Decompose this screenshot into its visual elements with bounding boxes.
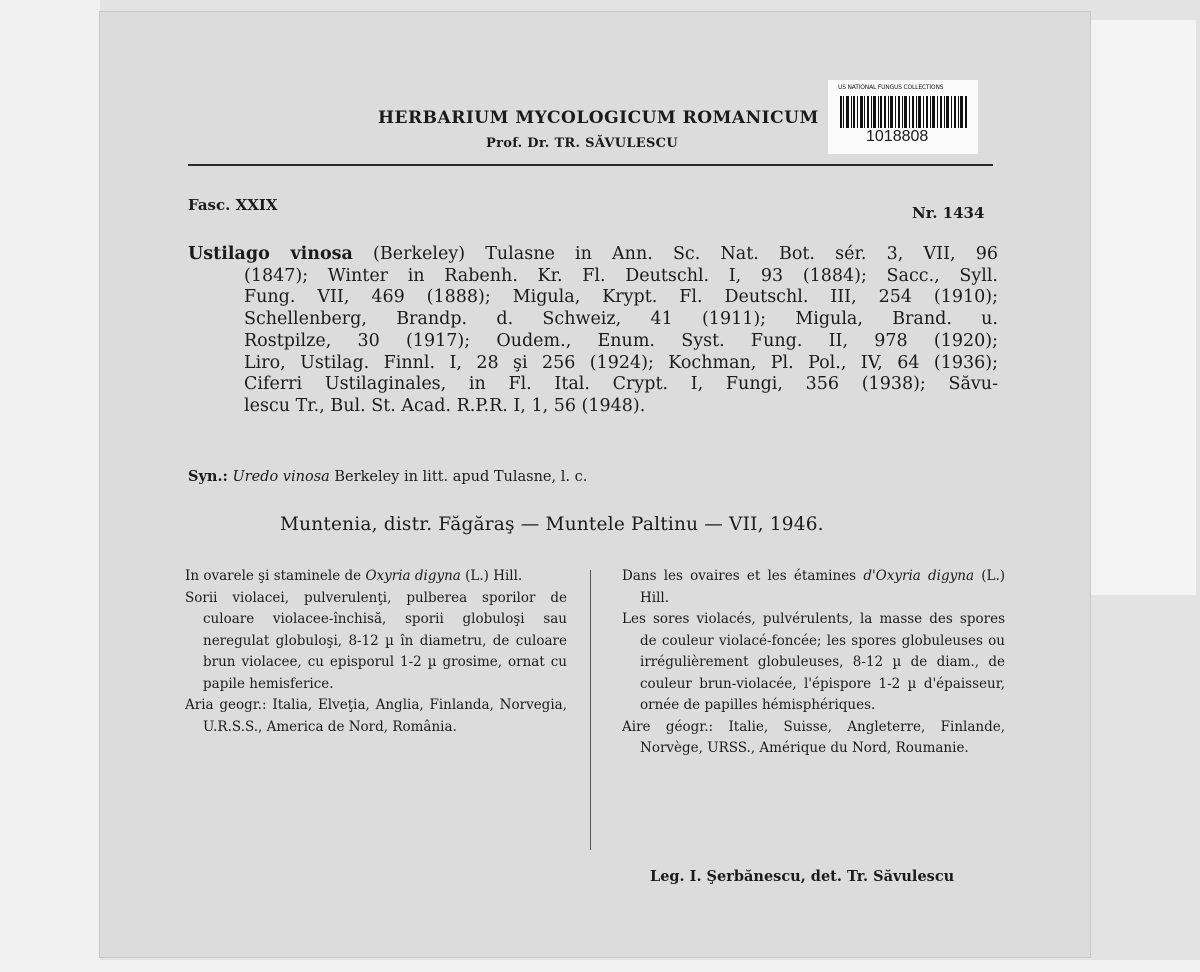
romanian-description	[185, 566, 567, 738]
morphology-french: Les sores violacés, pulvérulents, la masse des spores de couleur violacé-foncée; les spores globuleuses ou irrégulièrement globuleuses, 8-12 µ de diam., de couleur brun-violacée, l'épispore 1-2 µ d'épaisseur, ornée de papilles hémisphériques.	[622, 611, 1005, 713]
distribution-romanian: Aria geogr.: Italia, Elveţia, Anglia, Finlanda, Norvegia, U.R.S.S., America de Nord, România.	[185, 697, 567, 735]
collection-locality: Muntenia, distr. Făgăraş — Muntele Paltinu — VII, 1946.	[280, 514, 824, 535]
host-french: Dans les ovaires et les étamines d'Oxyria digyna (L.) Hill.	[622, 568, 1005, 606]
synonym-text: Berkeley in litt. apud Tulasne, l. c.	[329, 469, 588, 485]
barcode-icon	[840, 96, 968, 128]
citation-line: Rostpilze, 30 (1917); Oudem., Enum. Syst. Fung. II, 978 (1920);	[244, 330, 998, 351]
herbarium-director: Prof. Dr. TR. SĂVULESCU	[486, 136, 678, 151]
backing-sheet-bottom	[0, 960, 1200, 972]
citation-line: lescu Tr., Bul. St. Acad. R.P.R. I, 1, 56 (1948).	[244, 395, 646, 416]
synonym	[188, 468, 587, 485]
citation-line: Ustilago vinosa (Berkeley) Tulasne in Ann. Sc. Nat. Bot. sér. 3, VII, 96	[188, 244, 998, 264]
specimen-number: Nr. 1434	[912, 204, 985, 222]
citation-line: Ciferri Ustilaginales, in Fl. Ital. Crypt. I, Fungi, 356 (1938); Săvu-	[244, 374, 998, 395]
morphology-romanian: Sorii violacei, pulverulenţi, pulberea sporilor de culoare violacee-închisă, sporii globuloşi sau neregulat globuloşi, 8-12 µ în diametru, de culoare brun violacee, cu episporul 1-2 µ grosime, ornat cu papile hemisferice.	[185, 589, 567, 692]
barcode-number: 1018808	[866, 128, 929, 145]
header-rule	[188, 164, 993, 166]
citation-line: Schellenberg, Brandp. d. Schweiz, 41 (1911); Migula, Brand. u.	[244, 309, 998, 330]
synonym-label: Syn.:	[188, 468, 228, 485]
fascicle-label: Fasc. XXIX	[188, 196, 278, 214]
citation-line: Liro, Ustilag. Finnl. I, 28 şi 256 (1924); Kochman, Pl. Pol., IV, 64 (1936);	[244, 352, 998, 373]
synonym-name: Uredo vinosa	[232, 469, 330, 485]
backing-sheet-right	[1090, 20, 1196, 595]
host-romanian: In ovarele şi staminele de Oxyria digyna (L.) Hill.	[185, 568, 523, 584]
backing-sheet-left	[0, 0, 100, 972]
citation-line: Fung. VII, 469 (1888); Migula, Krypt. Fl. Deutschl. III, 254 (1910);	[244, 287, 998, 308]
barcode-caption: US NATIONAL FUNGUS COLLECTIONS	[838, 84, 944, 91]
herbarium-title: HERBARIUM MYCOLOGICUM ROMANICUM	[378, 108, 819, 128]
species-name: Ustilago vinosa	[188, 244, 353, 264]
collector-determiner: Leg. I. Şerbănescu, det. Tr. Săvulescu	[650, 868, 955, 885]
column-divider	[590, 570, 591, 850]
distribution-french: Aire géogr.: Italie, Suisse, Angleterre, Finlande, Norvège, URSS., Amérique du Nord, Roumanie.	[622, 718, 1005, 756]
french-description	[622, 566, 1005, 760]
citation-line: (1847); Winter in Rabenh. Kr. Fl. Deutschl. I, 93 (1884); Sacc., Syll.	[244, 265, 998, 286]
species-citation	[188, 244, 998, 418]
